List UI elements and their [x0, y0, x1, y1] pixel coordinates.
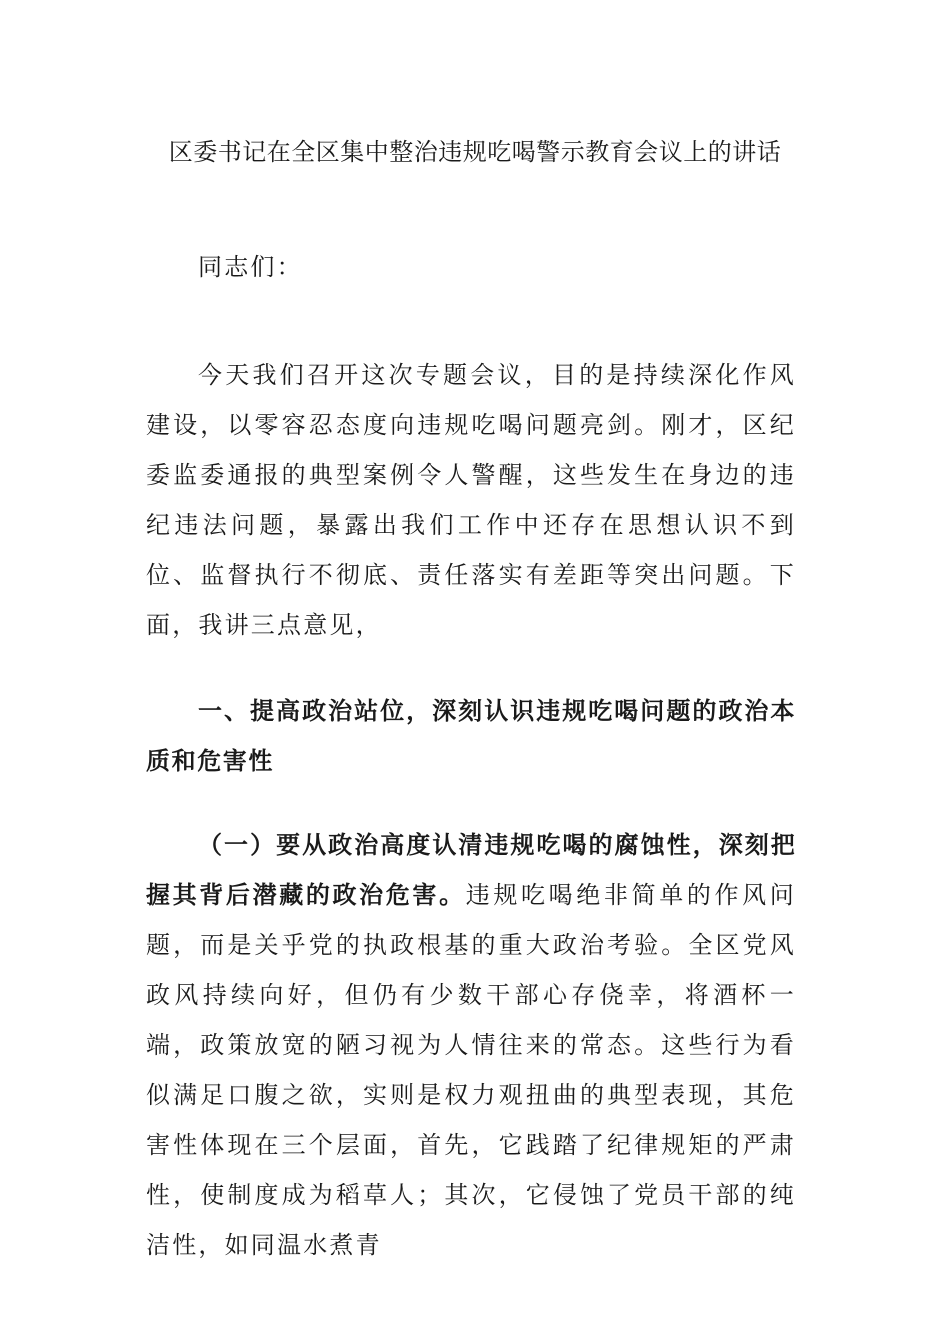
subsection-paragraph-1 — [146, 820, 796, 1270]
subsection-body: 违规吃喝绝非简单的作风问题，而是关乎党的执政根基的重大政治考验。全区党风政风持续向好，但仍有少数干部心存侥幸，将酒杯一端，政策放宽的陋习视为人情往来的常态。这些行为看似满足口腹之欲，实则是权力观扭曲的典型表现，其危害性体现在三个层面，首先，它践踏了纪律规矩的严肃性，使制度成为稻草人；其次，它侵蚀了党员干部的纯洁性，如同温水煮青 — [146, 881, 796, 1259]
salutation: 同志们： — [198, 253, 303, 281]
subsection-lead: （一）要从政治高度认清违规吃喝的腐蚀性，深刻把握其背后潜藏的政治危害。 — [146, 831, 796, 909]
document-title: 区委书记在全区集中整治违规吃喝警示教育会议上的讲话 — [168, 138, 782, 166]
section-heading-1: 一、提高政治站位，深刻认识违规吃喝问题的政治本质和危害性 — [146, 697, 796, 775]
intro-paragraph: 今天我们召开这次专题会议，目的是持续深化作风建设，以零容忍态度向违规吃喝问题亮剑。刚才，区纪委监委通报的典型案例令人警醒，这些发生在身边的违纪违法问题，暴露出我们工作中还存在思想认识不到位、监督执行不彻底、责任落实有差距等突出问题。下面，我讲三点意见， — [146, 361, 796, 639]
